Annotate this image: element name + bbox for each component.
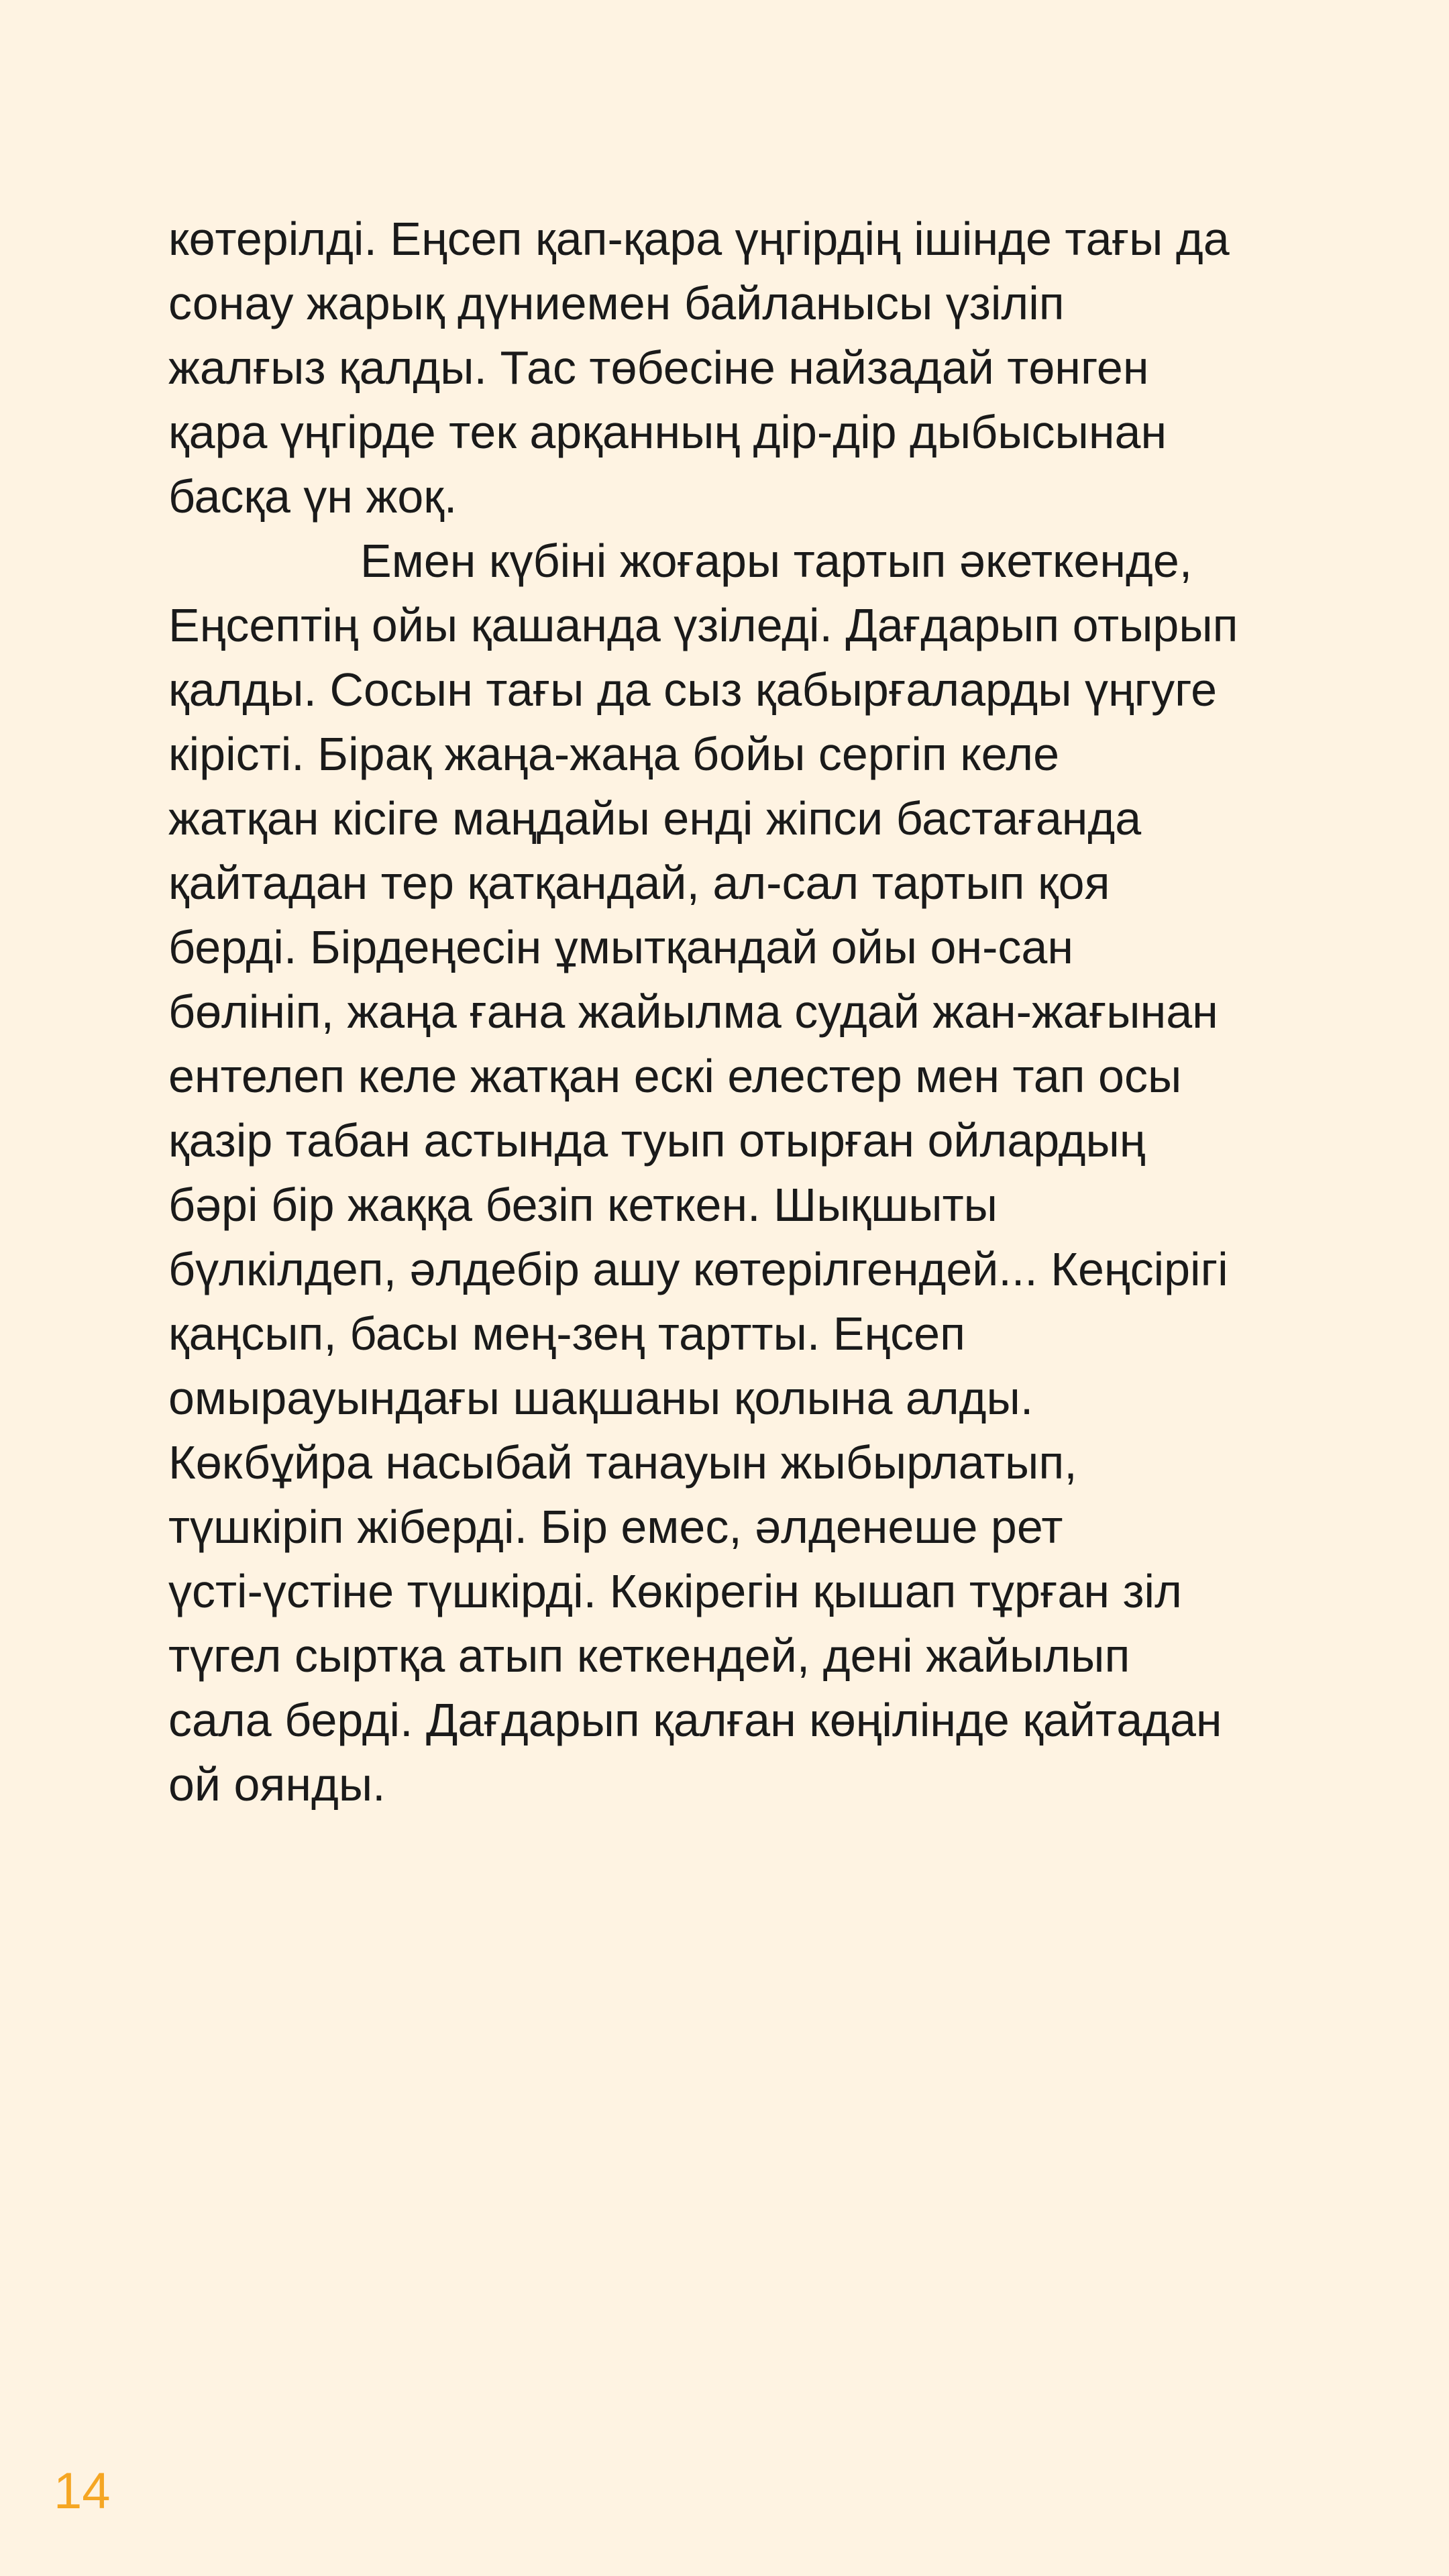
- paragraph-start-line: Емен күбіні жоғары тартып әкеткенде,: [360, 535, 1193, 587]
- text-line: ентелеп келе жатқан ескі елестер мен тап осы: [168, 1050, 1182, 1102]
- text-line: кірісті. Бірақ жаңа-жаңа бойы сергіп келе: [168, 728, 1060, 780]
- text-line: омырауындағы шақшаны қолына алды.: [168, 1372, 1034, 1424]
- text-line: қайтадан тер қатқандай, ал-сал тартып қоя: [168, 857, 1110, 909]
- text-line: жатқан кісіге маңдайы енді жіпси бастағанда: [168, 792, 1142, 845]
- text-line: қалды. Сосын тағы да сыз қабырғаларды үңгуге: [168, 663, 1218, 716]
- text-line: Көкбұйра насыбай танауын жыбырлатып,: [168, 1436, 1077, 1489]
- text-line: сонау жарық дүниемен байланысы үзіліп: [168, 277, 1065, 329]
- text-line: түгел сыртқа атып кеткендей, дені жайылып: [168, 1629, 1130, 1682]
- text-line: көтерілді. Еңсеп қап-қара үңгірдің ішінде тағы да: [168, 213, 1230, 265]
- text-line: түшкіріп жіберді. Бір емес, әлденеше рет: [168, 1501, 1063, 1553]
- page-number: 14: [54, 2463, 111, 2520]
- text-line: қара үңгірде тек арқанның дір-дір дыбысынан: [168, 406, 1167, 458]
- text-line: қазір табан астында туып отырған ойлардың: [168, 1114, 1146, 1167]
- text-line: қаңсып, басы мең-зең тартты. Еңсеп: [168, 1307, 965, 1360]
- text-line: Еңсептің ойы қашанда үзіледі. Дағдарып отырып: [168, 599, 1238, 651]
- text-line: берді. Бірдеңесін ұмытқандай ойы он-сан: [168, 921, 1074, 973]
- body-text: [168, 207, 1336, 1817]
- text-line: жалғыз қалды. Тас төбесіне найзадай төнген: [168, 341, 1149, 394]
- text-line: бәрі бір жаққа безіп кеткен. Шықшыты: [168, 1179, 998, 1231]
- text-line: бүлкілдеп, әлдебір ашу көтерілгендей... Кеңсірігі: [168, 1243, 1228, 1295]
- text-line: басқа үн жоқ.: [168, 470, 458, 523]
- text-line: ой оянды.: [168, 1758, 386, 1811]
- text-line: сала берді. Дағдарып қалған көңілінде қайтадан: [168, 1694, 1222, 1746]
- text-line: үсті-үстіне түшкірді. Көкірегін қышап тұрған зіл: [168, 1565, 1182, 1617]
- text-line: бөлініп, жаңа ғана жайылма судай жан-жағынан: [168, 985, 1218, 1038]
